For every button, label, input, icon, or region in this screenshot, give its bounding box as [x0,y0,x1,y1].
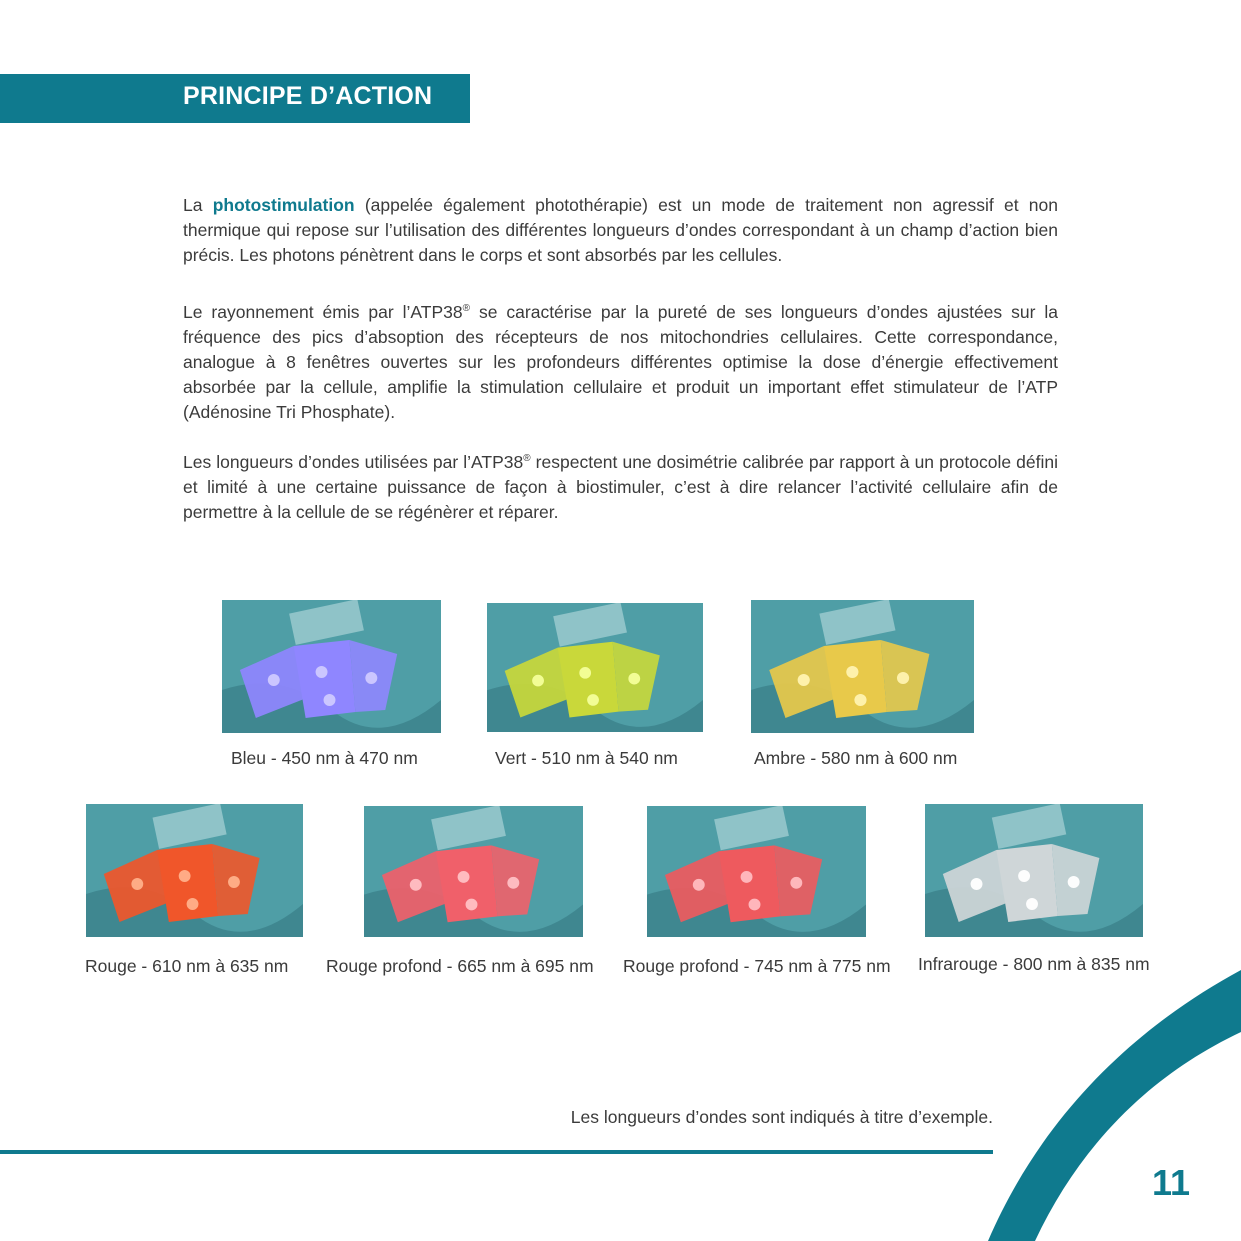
led-glow [187,898,199,910]
led-glow [365,672,377,684]
device-illustration [487,603,703,732]
led-glow [971,878,983,890]
p3-rest: respectent une dosimétrie calibrée par rapport à un protocole défini et limité à une certaine puissance de façon à biostimuler, c’est à dire relancer l’activité cellulaire afin de permettre à la cellule de se régénèrer et réparer. [183,452,1059,522]
paragraph-1 [183,193,1058,268]
led-glow [749,899,761,911]
bottom-rule [0,1150,993,1154]
page-number: 11 [1152,1162,1191,1203]
decorative-swoosh [980,970,1241,1241]
photo-infrared [925,804,1143,937]
registered-mark: ® [523,453,531,465]
photo-green [487,603,703,732]
led-glow [410,879,422,891]
caption-green: Vert - 510 nm à 540 nm [495,748,678,768]
led-glow [846,666,858,678]
led-glow [532,675,544,687]
p1-rest: (appelée également photothérapie) est un mode de traitement non agressif et non thermique qui repose sur l’utilisation des différentes longueurs d’ondes correspondant à un champ d’action bien précis. Les photons pénètrent dans le corps et sont absorbés par les cellules. [183,195,1059,265]
caption-deep-red-1: Rouge profond - 665 nm à 695 nm [326,956,594,976]
led-glow [179,870,191,882]
led-glow [628,673,640,685]
led-glow [131,878,143,890]
device-illustration [925,804,1143,937]
caption-red: Rouge - 610 nm à 635 nm [85,956,289,976]
photostimulation-term: photostimulation [212,195,355,215]
body-text [183,193,1058,557]
p2-prefix: Le rayonnement émis par l’ATP38 [183,302,463,322]
led-glow [579,667,591,679]
led-glow [693,879,705,891]
led-glow [587,694,599,706]
led-glow [458,871,470,883]
led-glow [1018,870,1030,882]
caption-amber: Ambre - 580 nm à 600 nm [754,748,958,768]
p1-prefix: La [183,195,213,215]
registered-mark: ® [462,303,471,315]
device-illustration [647,806,866,937]
led-glow [268,674,280,686]
footnote: Les longueurs d’ondes sont indiqués à titre d’exemple. [570,1107,993,1127]
led-glow [466,899,478,911]
paragraph-3 [183,450,1058,525]
photo-deep-red-2 [647,806,866,937]
led-glow [324,694,336,706]
led-glow [1026,898,1038,910]
led-glow [741,871,753,883]
photo-blue [222,600,441,733]
p2-rest: se caractérise par la pureté de ses longueurs d’ondes ajustées sur la fréquence des pics d’absoption des récepteurs de nos mitochondries cellulaires. Cette correspondance, analogue à 8 fenêtres ouvertes sur les profondeurs différentes optimise la dose d’énergie effectivement absorbée par la cellule, amplifie la stimulation cellulaire et produit un important effet stimulateur de l’ATP (Adénosine Tri Phosphate). [183,302,1059,422]
led-glow [316,666,328,678]
photo-deep-red-1 [364,806,583,937]
device-illustration [222,600,441,733]
led-glow [798,674,810,686]
led-glow [507,877,519,889]
section-title: PRINCIPE D’ACTION [183,82,433,110]
paragraph-2 [183,300,1058,425]
photo-red [86,804,303,937]
device-illustration [364,806,583,937]
led-glow [790,877,802,889]
device-illustration [751,600,974,733]
led-glow [854,694,866,706]
led-glow [897,672,909,684]
device-illustration [86,804,303,937]
caption-deep-red-2: Rouge profond - 745 nm à 775 nm [623,956,891,976]
p3-prefix: Les longueurs d’ondes utilisées par l’ATP38 [183,452,524,472]
caption-infrared: Infrarouge - 800 nm à 835 nm [918,954,1150,974]
caption-blue: Bleu - 450 nm à 470 nm [231,748,418,768]
photo-amber [751,600,974,733]
led-glow [1068,876,1080,888]
led-glow [228,876,240,888]
